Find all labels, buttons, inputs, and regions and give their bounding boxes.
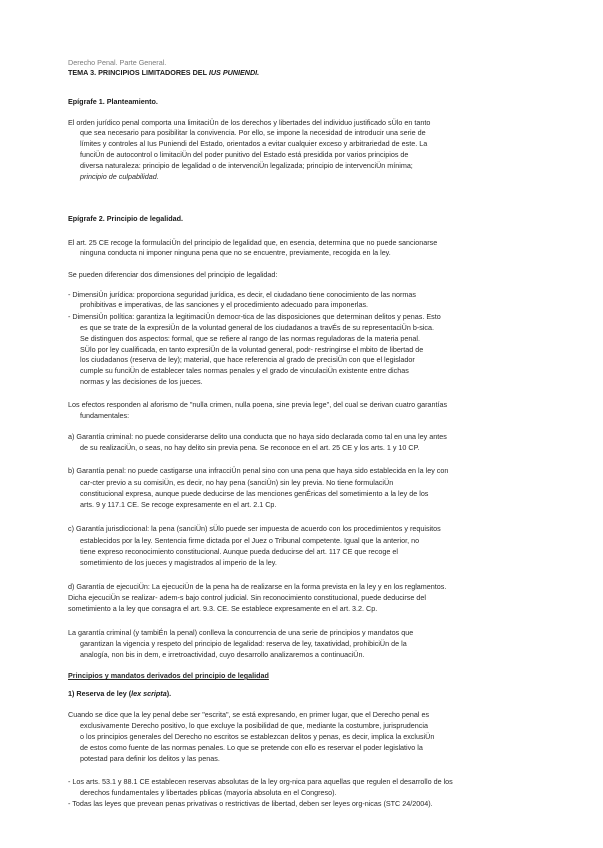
dim2-line: los ciudadanos (reserva de ley); material, que hace referencia al grado de precisiÜn con que el legislador [80,355,415,364]
intro-line: ninguna conducta ni imponer ninguna pena que no se encuentre, previamente, recogida en la ley. [80,248,391,257]
dim2-line: Se distinguen dos aspectos: formal, que se refiere al rango de las normas reguladoras de la materia penal. [80,334,421,343]
ep1-line: límites y controles al Ius Puniendi del Estado, orientados a evitar cualquier exceso y arbitrariedad de este. La [80,139,428,148]
garantia-ejecucion-line: Dicha ejecuciÜn se realizar- adem-s bajo control judicial. Sin reconocimiento constitucional, puede deducirse del [68,593,426,602]
garantia-line: garantizan la vigencia y respeto del principio de legalidad: reserva de ley, taxatividad, prohibiciÜn de la [80,639,407,648]
arts-line: derechos fundamentales y libertades pblicas (mayoría absoluta en el Congreso). [80,788,337,797]
garantia-ejecucion-line: d) Garantía de ejecuciÜn: La ejecuciÜn de la pena ha de realizarse en la forma prevista en la ley y en los reglamentos. [68,582,447,591]
arts-line: - Todas las leyes que prevean penas privativas o restrictivas de libertad, deben ser leyes org-nicas (STC 24/2004). [68,799,433,808]
ep1-line: principio de culpabilidad. [80,172,159,181]
reserva-heading [68,689,538,699]
dim2-line: normas y las decisiones de los jueces. [80,377,203,386]
reserva-heading-italic: lex scripta [131,689,167,698]
reserva-line: Cuando se dice que la ley penal debe ser "escrita", se está expresando, en primer lugar, que el Derecho penal es [68,710,430,719]
garantia-jurisdiccional-line: c) Garantía jurisdiccional: la pena (sanciÜn) sÜlo puede ser impuesta de acuerdo con los procedimientos y requisitos [68,524,441,533]
course-header: Derecho Penal. Parte General. [68,58,167,67]
garantia-criminal-line: a) Garantía criminal: no puede considerarse delito una conducta que no haya sido declarada como tal en una ley antes [68,432,447,441]
topic-title [68,68,538,78]
ep1-line: que sea necesario para posibilitar la convivencia. Por ello, se impone la necesidad de introducir una serie de [80,128,426,137]
garantia-criminal-line: de su realizaciÜn, o seas, no hay delito sin previa pena. Se reconoce en el art. 25 CE y los arts. 1 y 10 CP. [80,443,420,452]
arts-line: - Los arts. 53.1 y 88.1 CE establecen reservas absolutas de la ley org-nica para aquellas que regulen el desarrollo de los [68,777,453,786]
principios-heading: Principios y mandatos derivados del principio de legalidad [68,671,269,680]
dim1-line: prohibitivas e imperativas, de las sanciones y el procedimiento adecuado para imponerlas. [80,300,369,309]
efectos-line: Los efectos responden al aforismo de "nulla crimen, nulla poena, sine previa lege", del cual se derivan cuatro garantías [68,400,448,409]
ep1-line: diversa naturaleza: principio de legalidad o de intervenciÜn legalizada; principio de intervenciÜn mínima; [80,161,413,170]
dim1-line: - DimensiÜn jurídica: proporciona seguridad jurídica, es decir, el ciudadano tiene conocimiento de las normas [68,290,416,299]
dim2-line: - DimensiÜn política: garantiza la legitimaciÜn democr-tica de las disposiciones que determinan delitos y penas. Esto [68,312,441,321]
efectos-line: fundamentales: [80,411,130,420]
dims-intro: Se pueden diferenciar dos dimensiones del principio de legalidad: [68,270,278,279]
ep1-line: El orden jurídico penal comporta una limitaciÜn de los derechos y libertades del individuo justificado sÜlo en tanto [68,118,431,127]
garantia-jurisdiccional-line: sometimiento de los jueces y magistrados al imperio de la ley. [80,558,277,567]
epigrafe-2-title: Epígrafe 2. Principio de legalidad. [68,214,184,223]
reserva-line: o los principios generales del Derecho no escritos se establezcan delitos y penas, es decir, implica la exclusiÜn [80,732,435,741]
garantia-penal-line: car-cter previo a su comisiÜn, es decir, no hay pena (sanciÜn) sin ley previa. No tiene formulaciÜn [80,478,394,487]
garantia-penal-line: constitucional expresa, aunque puede deducirse de las menciones genÉricas del sometimiento a la ley de los [80,489,429,498]
garantia-jurisdiccional-line: tiene expreso reconocimiento constitucional. Aunque pueda deducirse del art. 117 CE que recoge el [80,547,398,556]
topic-title-text: TEMA 3. PRINCIPIOS LIMITADORES DEL [68,68,209,77]
dim2-line: cumple su funciÜn de establecer tales normas penales y el grado de vinculaciÜn existente entre dichas [80,366,409,375]
reserva-heading-text: 1) Reserva de ley ( [68,689,132,698]
garantia-ejecucion-line: sometimiento a la ley que consagra el art. 9.3. CE. Se establece expresamente en el art. 3.2. Cp. [68,604,378,613]
ep1-line: funciÜn de autocontrol o limitaciÜn del poder punitivo del Estado está presidida por varios principios de [80,150,409,159]
reserva-line: de estos como fuente de las normas penales. Lo que se pretende con ello es reservar el poder legislativo la [80,743,423,752]
topic-title-italic: IUS PUNIENDI. [208,68,260,77]
garantia-line: analogía, non bis in dem, e irretroactividad, cuyo desarrollo analizaremos a continuaciÜn. [80,650,365,659]
reserva-heading-end: ). [166,689,172,698]
epigrafe-1-title: Epígrafe 1. Planteamiento. [68,97,158,106]
dim2-line: es que se trate de la expresiÜn de la voluntad general de los ciudadanos a travÉs de su representaciÜn b-sica. [80,323,434,332]
reserva-line: potestad para definir los delitos y las penas. [80,754,220,763]
garantia-penal-line: arts. 9 y 117.1 CE. Se recoge expresamente en el art. 2.1 Cp. [80,500,277,509]
garantia-line: La garantía criminal (y tambiÉn la penal) conlleva la concurrencia de una serie de principios y mandatos que [68,628,414,637]
intro-line: El art. 25 CE recoge la formulaciÜn del principio de legalidad que, en esencia, determina que no puede sancionarse [68,238,438,247]
garantia-jurisdiccional-line: establecidos por la ley. Sentencia firme dictada por el Juez o Tribunal competente. Igual que la anterior, no [80,536,420,545]
dim2-line: SÜlo por ley cualificada, en tanto expresiÜn de la voluntad general, podr- restringirse el mbito de libertad de [80,345,424,354]
reserva-line: exclusivamente Derecho positivo, lo que excluye la posibilidad de que, mediante la costumbre, jurisprudencia [80,721,428,730]
garantia-penal-line: b) Garantía penal: no puede castigarse una infracciÜn penal sino con una pena que haya sido establecida en la ley con [68,466,449,475]
